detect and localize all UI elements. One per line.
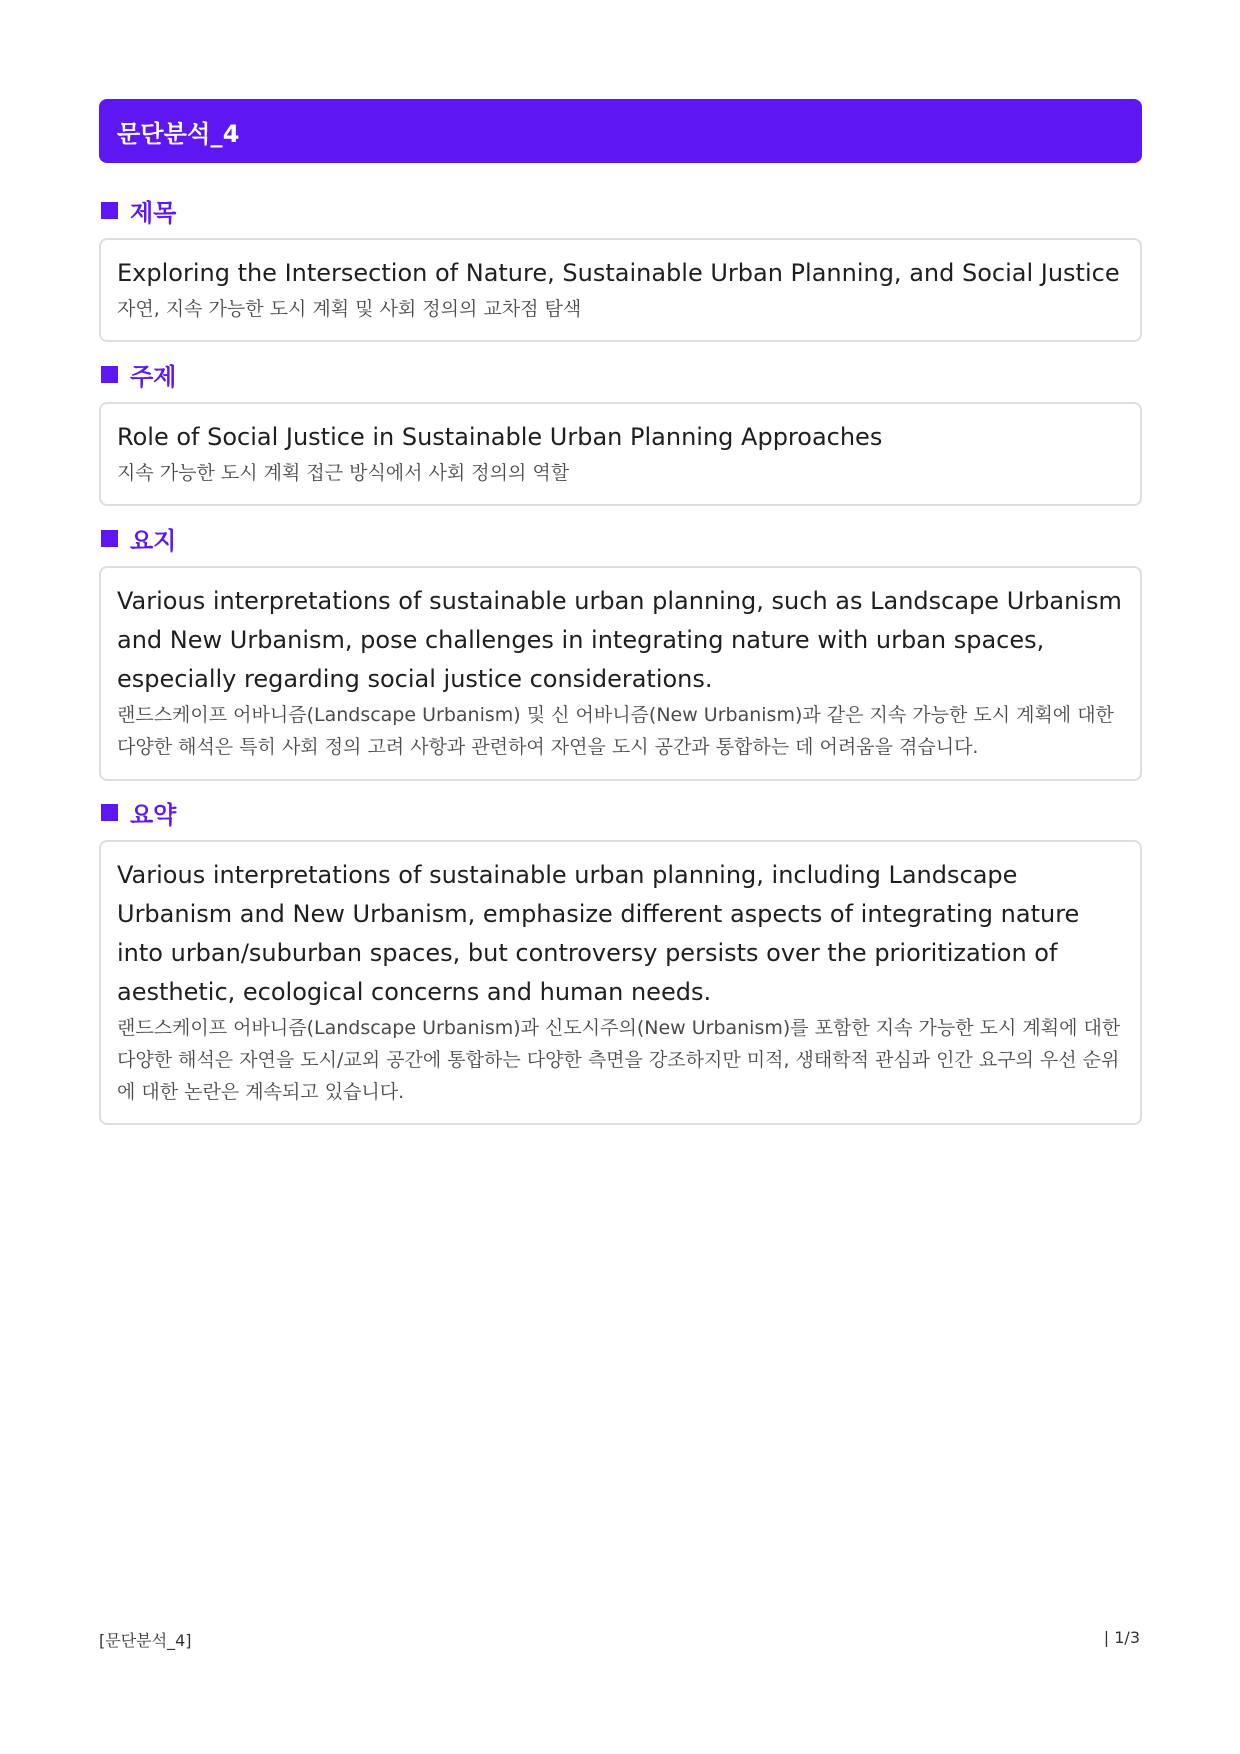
topic-english-text: Role of Social Justice in Sustainable Urban Planning Approaches — [117, 423, 883, 451]
section-heading-summary — [101, 795, 176, 830]
gist-box — [99, 566, 1142, 781]
square-icon — [101, 202, 118, 219]
title-english-text: Exploring the Intersection of Nature, Sustainable Urban Planning, and Social Justice — [117, 259, 1120, 287]
square-icon — [101, 804, 118, 821]
square-icon — [101, 530, 118, 547]
section-heading-gist — [101, 521, 176, 556]
title-korean-text: 자연, 지속 가능한 도시 계획 및 사회 정의의 교차점 탐색 — [117, 298, 582, 320]
section-heading-topic — [101, 357, 176, 392]
topic-korean-text: 지속 가능한 도시 계획 접근 방식에서 사회 정의의 역할 — [117, 462, 570, 484]
section-heading-label: 제목 — [130, 199, 177, 227]
gist-korean-text: 랜드스케이프 어바니즘(Landscape Urbanism) 및 신 어바니즘(New Urbanism)과 같은 지속 가능한 도시 계획에 대한 다양한 해석은 특히 사회 정의 고려 사항과 관련하여 자연을 도시 공간과 통합하는 데 어려움을 겪습니다. — [117, 704, 1114, 758]
section-heading-label: 요지 — [130, 527, 177, 555]
header-bar — [99, 99, 1142, 163]
title-box — [99, 238, 1142, 342]
page-title: 문단분석_4 — [117, 119, 240, 148]
footer-page-number: | 1/3 — [1103, 1628, 1140, 1647]
summary-english-text: Various interpretations of sustainable urban planning, including Landscape Urbanism and New Urbanism, emphasize different aspects of integrating nature into urban/suburban spaces, but controversy persists over the prioritization of aesthetic, ecological concerns and human needs. — [117, 861, 1080, 1006]
summary-box — [99, 840, 1142, 1125]
footer-document-label: [문단분석_4] — [99, 1631, 192, 1650]
section-heading-label: 요약 — [130, 801, 177, 829]
square-icon — [101, 366, 118, 383]
gist-english-text: Various interpretations of sustainable urban planning, such as Landscape Urbanism and New Urbanism, pose challenges in integrating nature with urban spaces, especially regarding social justice considerations. — [117, 587, 1122, 693]
section-heading-title — [101, 193, 176, 228]
section-heading-label: 주제 — [130, 363, 177, 391]
topic-box — [99, 402, 1142, 506]
summary-korean-text: 랜드스케이프 어바니즘(Landscape Urbanism)과 신도시주의(New Urbanism)를 포함한 지속 가능한 도시 계획에 대한 다양한 해석은 자연을 도시/교외 공간에 통합하는 다양한 측면을 강조하지만 미적, 생태학적 관심과 인간 요구의 우선 순위에 대한 논란은 계속되고 있습니다. — [117, 1017, 1121, 1103]
